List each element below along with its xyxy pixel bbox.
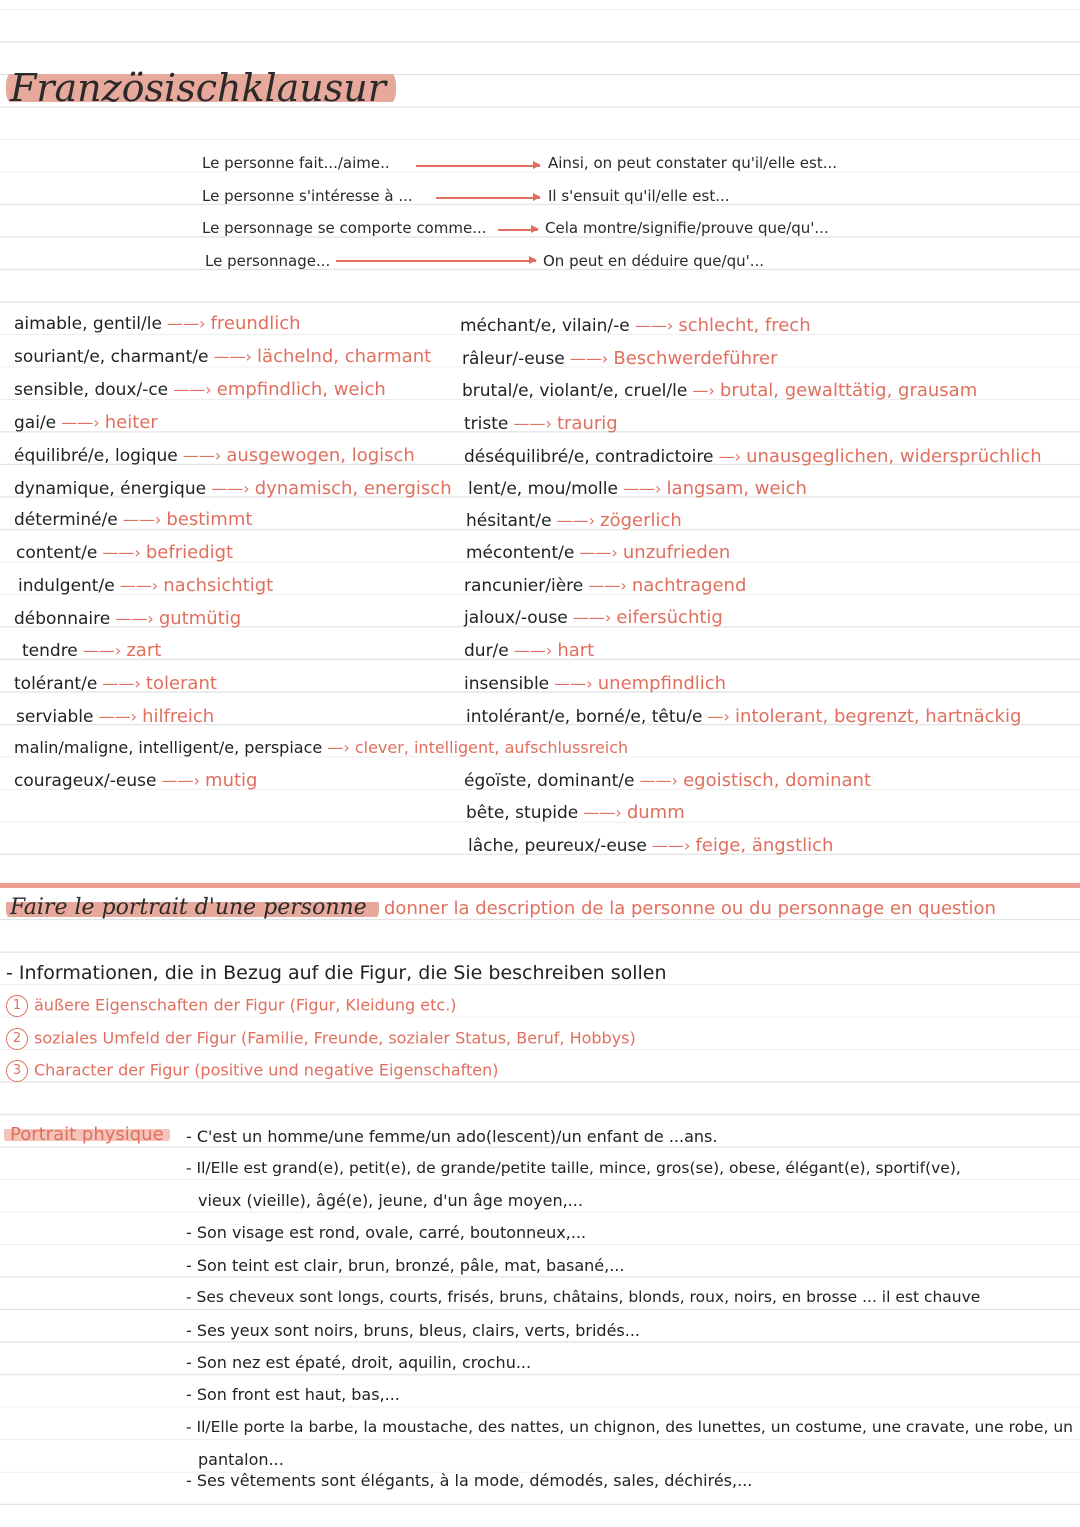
vocab-row [14, 478, 452, 499]
vocab-row [466, 706, 1021, 727]
vocab-row [468, 835, 833, 856]
arrow-icon [416, 165, 540, 167]
vocab-fr: intolérant/e, borné/e, têtu/e [466, 707, 703, 727]
arrow-icon [436, 197, 540, 199]
vocab-row [462, 348, 777, 369]
arrow-icon: ——› [556, 511, 596, 530]
vocab-fr: bête, stupide [466, 803, 579, 823]
physique-line: - Son nez est épaté, droit, aquilin, crochu... [186, 1353, 532, 1372]
arrow-icon: —› [718, 447, 741, 466]
arrow-icon: —› [327, 738, 350, 757]
vocab-row [14, 509, 252, 530]
vocab-fr: insensible [464, 674, 550, 694]
vocab-row [16, 706, 214, 727]
vocab-fr: équilibré/e, logique [14, 446, 178, 466]
number-badge: 3 [6, 1060, 28, 1082]
vocab-fr: rancunier/ière [464, 576, 584, 596]
vocab-fr: jaloux/-ouse [464, 608, 568, 628]
vocab-fr: gai/e [14, 413, 57, 433]
vocab-row [14, 673, 217, 694]
vocab-de: freundlich [210, 313, 301, 334]
arrow-icon: ——› [213, 347, 252, 366]
arrow-icon: ——› [173, 380, 212, 399]
arrow-icon: ——› [634, 316, 674, 335]
section-title: Faire le portrait d'une personne [6, 894, 379, 921]
vocab-fr: hésitant/e [466, 511, 552, 531]
arrow-icon: ——› [119, 576, 159, 595]
arrow-icon: ——› [102, 674, 141, 693]
arrow-icon: ——› [579, 543, 618, 562]
vocab-row [14, 412, 158, 433]
vocab-fr: malin/maligne, intelligent/e, perspiace [14, 738, 323, 757]
vocab-de: ausgewogen, logisch [226, 445, 415, 466]
vocab-row [14, 379, 386, 400]
section-divider [0, 883, 1080, 888]
arrow-icon: ——› [82, 641, 122, 660]
vocab-de: tolerant [145, 673, 217, 694]
vocab-row [14, 608, 241, 629]
arrow-icon: ——› [639, 771, 678, 790]
vocab-fr: mécontent/e [466, 543, 575, 563]
intro-left-2: Le personnage se comporte comme... [202, 219, 487, 237]
vocab-fr: triste [464, 414, 509, 434]
intro-left-3: Le personnage... [205, 252, 331, 270]
vocab-fr: tendre [22, 641, 78, 661]
arrow-icon: ——› [161, 771, 200, 790]
vocab-de: egoistisch, dominant [683, 770, 872, 791]
vocab-row [464, 607, 723, 628]
info-item-text: äußere Eigenschaften der Figur (Figur, Kleidung etc.) [34, 995, 457, 1015]
vocab-de: hart [557, 640, 595, 661]
vocab-de: unausgeglichen, widersprüchlich [746, 446, 1042, 467]
vocab-de: unzufrieden [622, 542, 731, 563]
arrow-icon: ——› [102, 543, 141, 562]
vocab-fr: content/e [16, 543, 98, 563]
vocab-fr: dur/e [464, 641, 509, 661]
vocab-de: empfindlich, weich [216, 379, 386, 400]
section-description: donner la description de la personne ou du personnage en question [384, 898, 996, 919]
arrow-icon: ——› [583, 803, 622, 822]
arrow-icon: ——› [572, 608, 612, 627]
vocab-fr: déséquilibré/e, contradictoire [464, 447, 714, 467]
vocab-de: dumm [626, 802, 685, 823]
physique-line: - C'est un homme/une femme/un ado(lescent)/un enfant de ...ans. [186, 1127, 718, 1146]
vocab-fr: dynamique, énergique [14, 479, 207, 499]
intro-right-3: On peut en déduire que/qu'... [543, 252, 765, 270]
vocab-fr: aimable, gentil/le [14, 314, 162, 334]
vocab-row [462, 380, 977, 401]
intro-left-1: Le personne s'intéresse à ... [202, 187, 413, 205]
info-heading: - Informationen, die in Bezug auf die Figur, die Sie beschreiben sollen [6, 962, 667, 984]
vocab-row [14, 445, 415, 466]
vocab-de: zart [126, 640, 162, 661]
intro-left-0: Le personne fait.../aime.. [202, 154, 390, 172]
vocab-fr: tolérant/e [14, 674, 98, 694]
arrow-icon [336, 260, 536, 262]
vocab-fr: indulgent/e [18, 576, 115, 596]
info-item [6, 995, 457, 1017]
physique-line: vieux (vieille), âgé(e), jeune, d'un âge moyen,... [198, 1191, 583, 1210]
vocab-de: bestimmt [166, 509, 253, 530]
arrow-icon: ——› [115, 609, 154, 628]
arrow-icon: ——› [167, 314, 206, 333]
arrow-icon: ——› [651, 836, 691, 855]
vocab-row [464, 673, 726, 694]
vocab-de: eifersüchtig [616, 607, 723, 628]
vocab-fr: sensible, doux/-ce [14, 380, 169, 400]
vocab-de: clever, intelligent, aufschlussreich [354, 738, 629, 757]
info-item [6, 1028, 636, 1050]
physique-line: pantalon... [198, 1450, 284, 1469]
physique-line: - Son visage est rond, ovale, carré, boutonneux,... [186, 1223, 587, 1242]
vocab-row [464, 575, 746, 596]
vocab-fr: courageux/-euse [14, 771, 157, 791]
vocab-de: gutmütig [158, 608, 242, 629]
vocab-de: feige, ängstlich [695, 835, 834, 856]
arrow-icon [498, 229, 538, 231]
vocab-row [22, 640, 161, 661]
arrow-icon: ——› [122, 510, 162, 529]
vocab-row [14, 346, 431, 367]
vocab-de: befriedigt [145, 542, 234, 563]
vocab-row [14, 770, 257, 791]
vocab-fr: lent/e, mou/molle [468, 479, 618, 499]
vocab-de: mutig [205, 770, 258, 791]
vocab-de: traurig [556, 413, 618, 434]
vocab-row [466, 510, 682, 531]
vocab-de: nachtragend [631, 575, 747, 596]
vocab-fr: râleur/-euse [462, 349, 565, 369]
info-item-text: Character der Figur (positive und negative Eigenschaften) [34, 1060, 499, 1080]
vocab-de: dynamisch, energisch [254, 478, 452, 499]
physique-line: - Son teint est clair, brun, bronzé, pâle, mat, basané,... [186, 1256, 625, 1275]
physique-line: - Ses vêtements sont élégants, à la mode, démodés, sales, déchirés,... [186, 1471, 753, 1490]
vocab-fr: lâche, peureux/-euse [468, 836, 647, 856]
vocab-row [464, 446, 1042, 467]
physique-line: - Il/Elle porte la barbe, la moustache, des nattes, un chignon, des lunettes, un costume, une cravate, une robe, un [186, 1418, 1073, 1436]
vocab-de: schlecht, frech [678, 315, 811, 336]
intro-right-1: Il s'ensuit qu'il/elle est... [548, 187, 730, 205]
vocab-de: nachsichtigt [163, 575, 274, 596]
arrow-icon: ——› [182, 446, 222, 465]
info-item [6, 1060, 498, 1082]
vocab-fr: brutal/e, violant/e, cruel/le [462, 381, 688, 401]
vocab-row [468, 478, 807, 499]
vocab-fr: souriant/e, charmant/e [14, 347, 209, 367]
vocab-fr: déterminé/e [14, 510, 118, 530]
vocab-fr: serviable [16, 707, 94, 727]
number-badge: 1 [6, 995, 28, 1017]
physique-line: - Ses yeux sont noirs, bruns, bleus, clairs, verts, bridés... [186, 1321, 641, 1340]
vocab-row [14, 738, 628, 757]
arrow-icon: ——› [211, 479, 250, 498]
arrow-icon: ——› [569, 349, 609, 368]
arrow-icon: —› [692, 381, 715, 400]
arrow-icon: ——› [513, 414, 552, 433]
arrow-icon: ——› [61, 413, 100, 432]
arrow-icon: ——› [98, 707, 137, 726]
physique-line: - Il/Elle est grand(e), petit(e), de grande/petite taille, mince, gros(se), obese, élégant(e), sportif(ve), [186, 1159, 961, 1177]
vocab-row [466, 802, 685, 823]
vocab-row [464, 770, 871, 791]
vocab-de: intolerant, begrenzt, hartnäckig [735, 706, 1022, 727]
info-item-text: soziales Umfeld der Figur (Familie, Freunde, sozialer Status, Beruf, Hobbys) [34, 1028, 636, 1048]
vocab-de: hilfreich [142, 706, 215, 727]
intro-right-2: Cela montre/signifie/prouve que/qu'... [545, 219, 829, 237]
portrait-physique-label: Portrait physique [4, 1124, 170, 1145]
vocab-row [14, 313, 301, 334]
arrow-icon: ——› [623, 479, 662, 498]
physique-line: - Ses cheveux sont longs, courts, frisés, bruns, châtains, blonds, roux, noirs, en brosse ... il est chauve [186, 1288, 981, 1306]
vocab-de: unempfindlich [597, 673, 727, 694]
vocab-de: lächelnd, charmant [257, 346, 432, 367]
arrow-icon: ——› [588, 576, 627, 595]
vocab-de: Beschwerdeführer [613, 348, 778, 369]
vocab-de: heiter [104, 412, 158, 433]
arrow-icon: ——› [554, 674, 593, 693]
vocab-row [16, 542, 233, 563]
vocab-row [466, 542, 730, 563]
vocab-fr: débonnaire [14, 609, 111, 629]
vocab-fr: méchant/e, vilain/-e [460, 316, 630, 336]
arrow-icon: ——› [513, 641, 553, 660]
vocab-row [460, 315, 811, 336]
vocab-fr: égoïste, dominant/e [464, 771, 635, 791]
vocab-row [18, 575, 273, 596]
vocab-de: zögerlich [600, 510, 682, 531]
vocab-de: langsam, weich [666, 478, 807, 499]
vocab-de: brutal, gewalttätig, grausam [719, 380, 978, 401]
arrow-icon: —› [707, 707, 730, 726]
vocab-row [464, 413, 618, 434]
vocab-row [464, 640, 594, 661]
page-title: Französischklausur [6, 66, 396, 110]
physique-line: - Son front est haut, bas,... [186, 1385, 400, 1404]
intro-right-0: Ainsi, on peut constater qu'il/elle est... [548, 154, 838, 172]
number-badge: 2 [6, 1028, 28, 1050]
